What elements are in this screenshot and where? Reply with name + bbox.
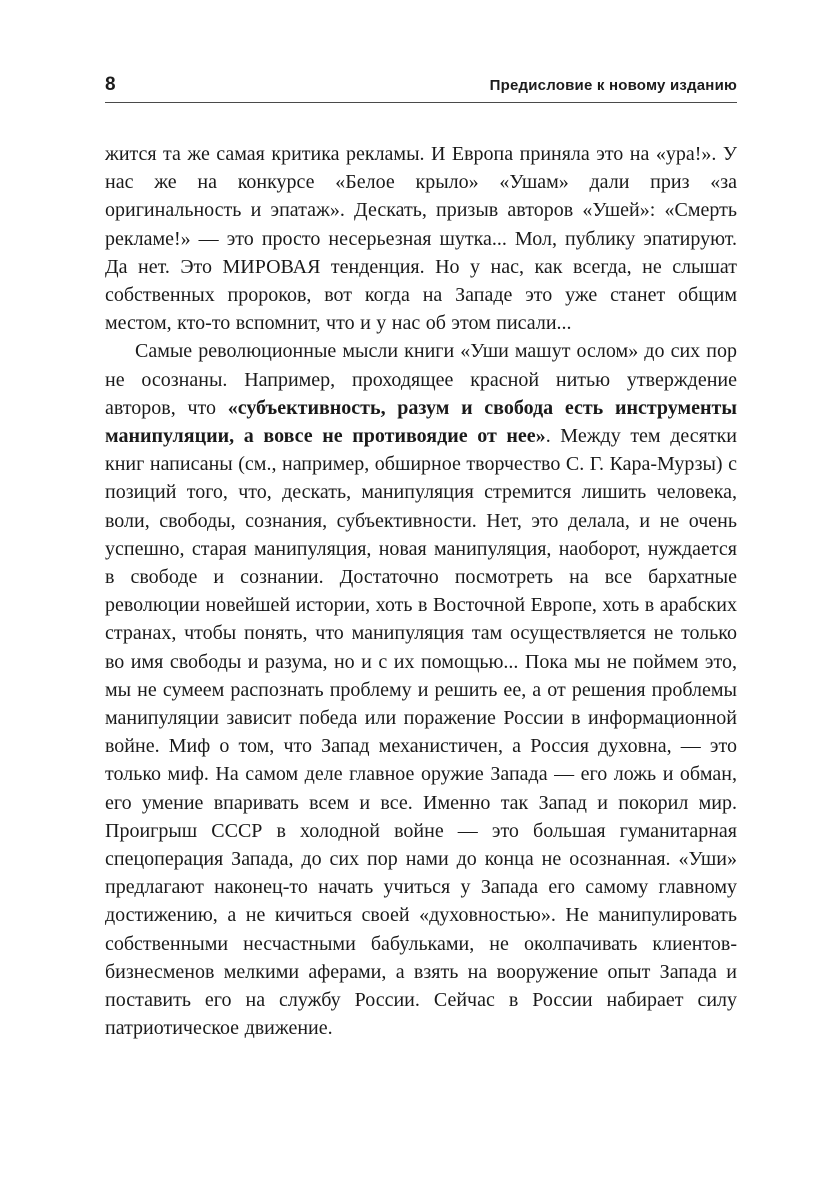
running-header [105, 74, 737, 96]
page-number: 8 [105, 74, 117, 95]
bold-text-run: «субъективность, разум и свобода есть инструменты манипуляции, а вовсе не противоядие от нее» [105, 396, 737, 448]
text-run: жится та же самая критика рекламы. И Европа приняла это на «ура!». У нас же на конкурсе «Белое крыло» «Ушам» дали приз «за оригинальность и эпатаж». Дескать, призыв авторов «Ушей»: «Смерть рекламе!» — это просто несерьезная шутка... Мол, публику эпатируют. Да нет. Это МИРОВАЯ тенденция. Но у нас, как всегда, не слышат собственных пророков, вот когда на Западе это уже станет общим местом, кто-то вспомнит, что и у нас об этом писали... [105, 143, 737, 335]
paragraph [105, 337, 737, 1042]
page-body [105, 140, 737, 1043]
text-run: . Между тем десятки книг написаны (см., например, обширное творчество С. Г. Кара-Мурзы) с позиций того, что, дескать, манипуляция стремится лишить человека, воли, свободы, сознания, субъективности. Нет, это делала, и не очень успешно, старая манипуляция, новая манипуляция, наоборот, нуждается в свободе и сознании. Достаточно посмотреть на все бархатные революции новейшей истории, хоть в Восточной Европе, хоть в арабских странах, чтобы понять, что манипуляция там осуществляется не только во имя свободы и разума, но и с их помощью... Пока мы не поймем это, мы не сумеем распознать проблему и решить ее, а от решения проблемы манипуляции зависит победа или поражение России в информационной войне. Миф о том, что Запад механистичен, а Россия духовна, — это только миф. На самом деле главное оружие Запада — его ложь и обман, его умение впаривать всем и все. Именно так Запад и покорил мир. Проигрыш СССР в холодной войне — это большая гуманитарная спецоперация Запада, до сих пор нами до конца не осознанная. «Уши» предлагают наконец-то начать учиться у Запада его самому главному достижению, а не кичиться своей «духовностью». Не манипулировать собственными несчастными бабульками, не околпачивать клиентов-бизнесменов мелкими аферами, а взять на вооружение опыт Запада и поставить его на службу России. Сейчас в России набирает силу патриотическое движение. [105, 425, 737, 1040]
text-run: Самые революционные мысли книги «Уши машут ослом» до сих пор не осознаны. Например, проходящее красной нитью утверждение авторов, что [105, 340, 737, 419]
paragraph [105, 140, 737, 337]
running-header-title: Предисловие к новому изданию [489, 77, 737, 94]
header-rule [105, 102, 737, 103]
